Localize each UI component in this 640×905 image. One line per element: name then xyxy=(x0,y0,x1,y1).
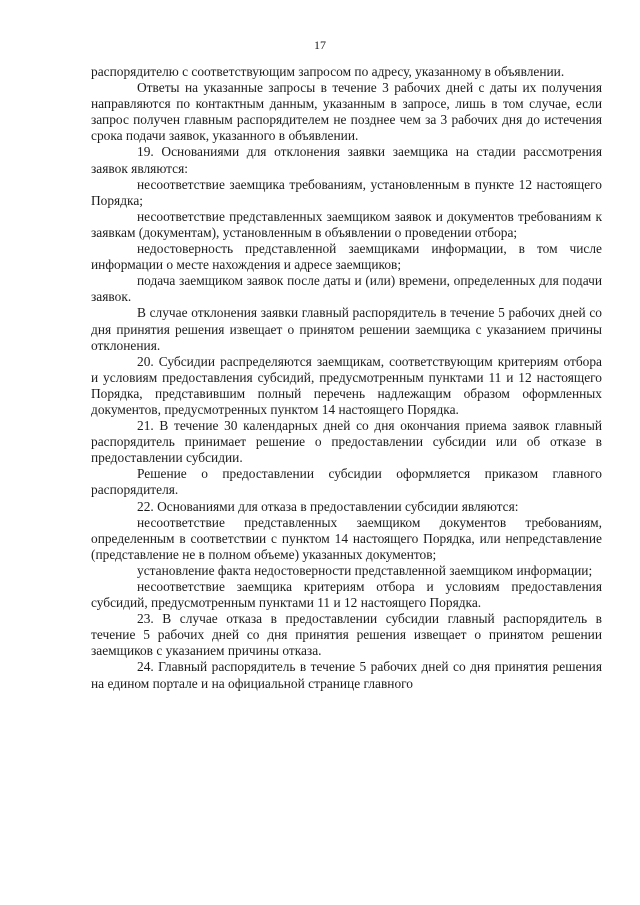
paragraph: 23. В случае отказа в предоставлении субсидии главный распорядитель в течение 5 рабочих дней со дня принятия решения извещает о принятом решении заемщиков с указанием причины отказа. xyxy=(91,611,602,659)
paragraph: 24. Главный распорядитель в течение 5 рабочих дней со дня принятия решения на едином портале и на официальной странице главного xyxy=(91,659,602,691)
paragraph: 19. Основаниями для отклонения заявки заемщика на стадии рассмотрения заявок являются: xyxy=(91,144,602,176)
paragraph: Ответы на указанные запросы в течение 3 рабочих дней с даты их получения направляются по контактным данным, указанным в запросе, лишь в том случае, если запрос получен главным распорядителем не позднее чем за 3 рабочих дня до истечения срока подачи заявок, указанного в объявлении. xyxy=(91,80,602,144)
paragraph: подача заемщиком заявок после даты и (или) времени, определенных для подачи заявок. xyxy=(91,273,602,305)
paragraph: несоответствие заемщика критериям отбора и условиям предоставления субсидий, предусмотренным пунктами 11 и 12 настоящего Порядка. xyxy=(91,579,602,611)
page-number: 17 xyxy=(314,38,326,52)
paragraph: несоответствие представленных заемщиком заявок и документов требованиям к заявкам (документам), установленным в объявлении о проведении отбора; xyxy=(91,208,602,240)
paragraph: несоответствие представленных заемщиком документов требованиям, определенным в соответствии с пунктом 14 настоящего Порядка, или непредставление (представление не в полном объеме) указанных документов; xyxy=(91,514,602,562)
paragraph: В случае отклонения заявки главный распорядитель в течение 5 рабочих дней со дня принятия решения извещает о принятом решении заемщика с указанием причины отклонения. xyxy=(91,305,602,353)
paragraph: несоответствие заемщика требованиям, установленным в пункте 12 настоящего Порядка; xyxy=(91,176,602,208)
paragraph: распорядителю с соответствующим запросом по адресу, указанному в объявлении. xyxy=(91,64,565,79)
paragraph: установление факта недостоверности представленной заемщиком информации; xyxy=(137,562,593,578)
document-body xyxy=(91,64,602,692)
paragraph: 20. Субсидии распределяются заемщикам, соответствующим критериям отбора и условиям предоставления субсидий, предусмотренным пунктами 11 и 12 настоящего Порядка, представившим полный перечень надлежащим образом оформленных документов, предусмотренных пунктом 14 настоящего Порядка. xyxy=(91,353,602,417)
paragraph: Решение о предоставлении субсидии оформляется приказом главного распорядителя. xyxy=(91,466,602,498)
paragraph: 21. В течение 30 календарных дней со дня окончания приема заявок главный распорядитель принимает решение о предоставлении субсидии или об отказе в предоставлении субсидии. xyxy=(91,418,602,466)
paragraph: 22. Основаниями для отказа в предоставлении субсидии являются: xyxy=(137,498,519,514)
paragraph: недостоверность представленной заемщиками информации, в том числе информации о месте нахождения и адресе заемщиков; xyxy=(91,241,602,273)
